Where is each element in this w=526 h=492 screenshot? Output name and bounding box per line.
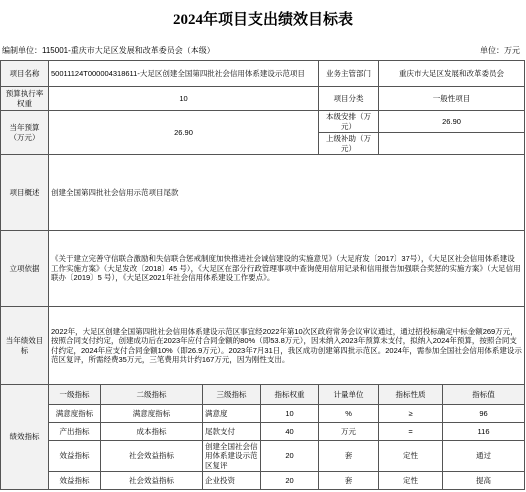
header-value: 指标值 [443, 385, 525, 405]
overview-row [1, 155, 525, 231]
goal-row [1, 307, 525, 385]
level1-cell: 效益指标 [49, 472, 101, 490]
header-level3: 三级指标 [203, 385, 261, 405]
category-value: 一般性项目 [379, 87, 525, 111]
level2-cell: 社会效益指标 [101, 441, 203, 472]
basis-text: 《关于建立完善守信联合激励和失信联合惩戒制度加快推进社会诚信建设的实施意见》（大足府发〔2017〕37号），《大足区社会信用体系建设工作实施方案》（大足发改〔2018〕45 号），《大足区在部分行政管理事项中查询使用信用记录和信用报告加强联合奖惩的实施方案》（大足信用联办〔2019〕5 号），《大足区2021年社会信用体系建设工作要点》。 [49, 231, 525, 307]
basis-row [1, 231, 525, 307]
subsidy-label: 上级补助（万元） [319, 133, 379, 155]
nature-cell: ≥ [379, 405, 443, 423]
table-row [1, 423, 525, 441]
header-weight: 指标权重 [261, 385, 319, 405]
project-name-label: 项目名称 [1, 61, 49, 87]
budget-value: 26.90 [49, 111, 319, 155]
overview-text: 创建全国第四批社会信用示范项目尾款 [49, 155, 525, 231]
unit-cell: 万元 [319, 423, 379, 441]
table-row [1, 405, 525, 423]
level2-cell: 满意度指标 [101, 405, 203, 423]
unit-cell: 套 [319, 441, 379, 472]
header-unit: 计量单位 [319, 385, 379, 405]
value-cell: 116 [443, 423, 525, 441]
level3-cell: 尾款支付 [203, 423, 261, 441]
header-level1: 一级指标 [49, 385, 101, 405]
budget-weight-label: 预算执行率权重 [1, 87, 49, 111]
org-info [2, 45, 215, 56]
weight-cell: 20 [261, 472, 319, 490]
weight-cell: 20 [261, 441, 319, 472]
project-name-value: 50011124T000004318611-大足区创建全国第四批社会信用体系建设示范项目 [49, 61, 319, 87]
unit-cell: 套 [319, 472, 379, 490]
local-budget-row [1, 111, 525, 133]
budget-weight-value: 10 [49, 87, 319, 111]
nature-cell: 定性 [379, 441, 443, 472]
level1-cell: 效益指标 [49, 441, 101, 472]
value-cell: 通过 [443, 441, 525, 472]
meta-row [0, 45, 526, 58]
header-nature: 指标性质 [379, 385, 443, 405]
nature-cell: 定性 [379, 472, 443, 490]
level2-cell: 社会效益指标 [101, 472, 203, 490]
local-label: 本级安排（万元） [319, 111, 379, 133]
subsidy-value [379, 133, 525, 155]
unit-cell: % [319, 405, 379, 423]
weight-cell: 10 [261, 405, 319, 423]
indicator-header-row [1, 385, 525, 405]
budget-label: 当年预算（万元） [1, 111, 49, 155]
org-label: 编制单位： [2, 46, 42, 55]
level2-cell: 成本指标 [101, 423, 203, 441]
table-row [1, 472, 525, 490]
local-value: 26.90 [379, 111, 525, 133]
basis-label: 立项依据 [1, 231, 49, 307]
project-name-row [1, 61, 525, 87]
header-level2: 二级指标 [101, 385, 203, 405]
dept-value: 重庆市大足区发展和改革委员会 [379, 61, 525, 87]
weight-cell: 40 [261, 423, 319, 441]
unit-label: 单位：万元 [480, 46, 520, 55]
level3-cell: 创建全国社会信用体系建设示范区复评 [203, 441, 261, 472]
page-title: 2024年项目支出绩效目标表 [172, 12, 353, 28]
dept-label: 业务主管部门 [319, 61, 379, 87]
level1-cell: 产出指标 [49, 423, 101, 441]
goal-label: 当年绩效目标 [1, 307, 49, 385]
indicators-label: 绩效指标 [1, 385, 49, 490]
level3-cell: 满意度 [203, 405, 261, 423]
table-row [1, 441, 525, 472]
goal-text: 2022年，大足区创建全国第四批社会信用体系建设示范区事宜经2022年第10次区政府常务会议审议通过，通过招投标确定中标金额269万元，按照合同支付约定，创建成功后在2023年应付合同金额的80%（即53.8万元），因未纳入2023年预算未支付，拟纳入2024年预算，按照合同支付约定，2024年应支付合同金额10%（即26.9万元）。2023年7月31日，我区成功创建第四批示范区。2024年，需参加全国社会信用体系建设示范区复评，所需经费35万元，三笔费用共计约167万元，因为刚性支出。 [49, 307, 525, 385]
value-cell: 96 [443, 405, 525, 423]
level1-cell: 满意度指标 [49, 405, 101, 423]
category-label: 项目分类 [319, 87, 379, 111]
overview-label: 项目概述 [1, 155, 49, 231]
budget-weight-row [1, 87, 525, 111]
org-value: 115001-重庆市大足区发展和改革委员会（本级） [42, 46, 215, 55]
value-cell: 提高 [443, 472, 525, 490]
level3-cell: 企业投资 [203, 472, 261, 490]
nature-cell: = [379, 423, 443, 441]
performance-table [0, 60, 525, 490]
